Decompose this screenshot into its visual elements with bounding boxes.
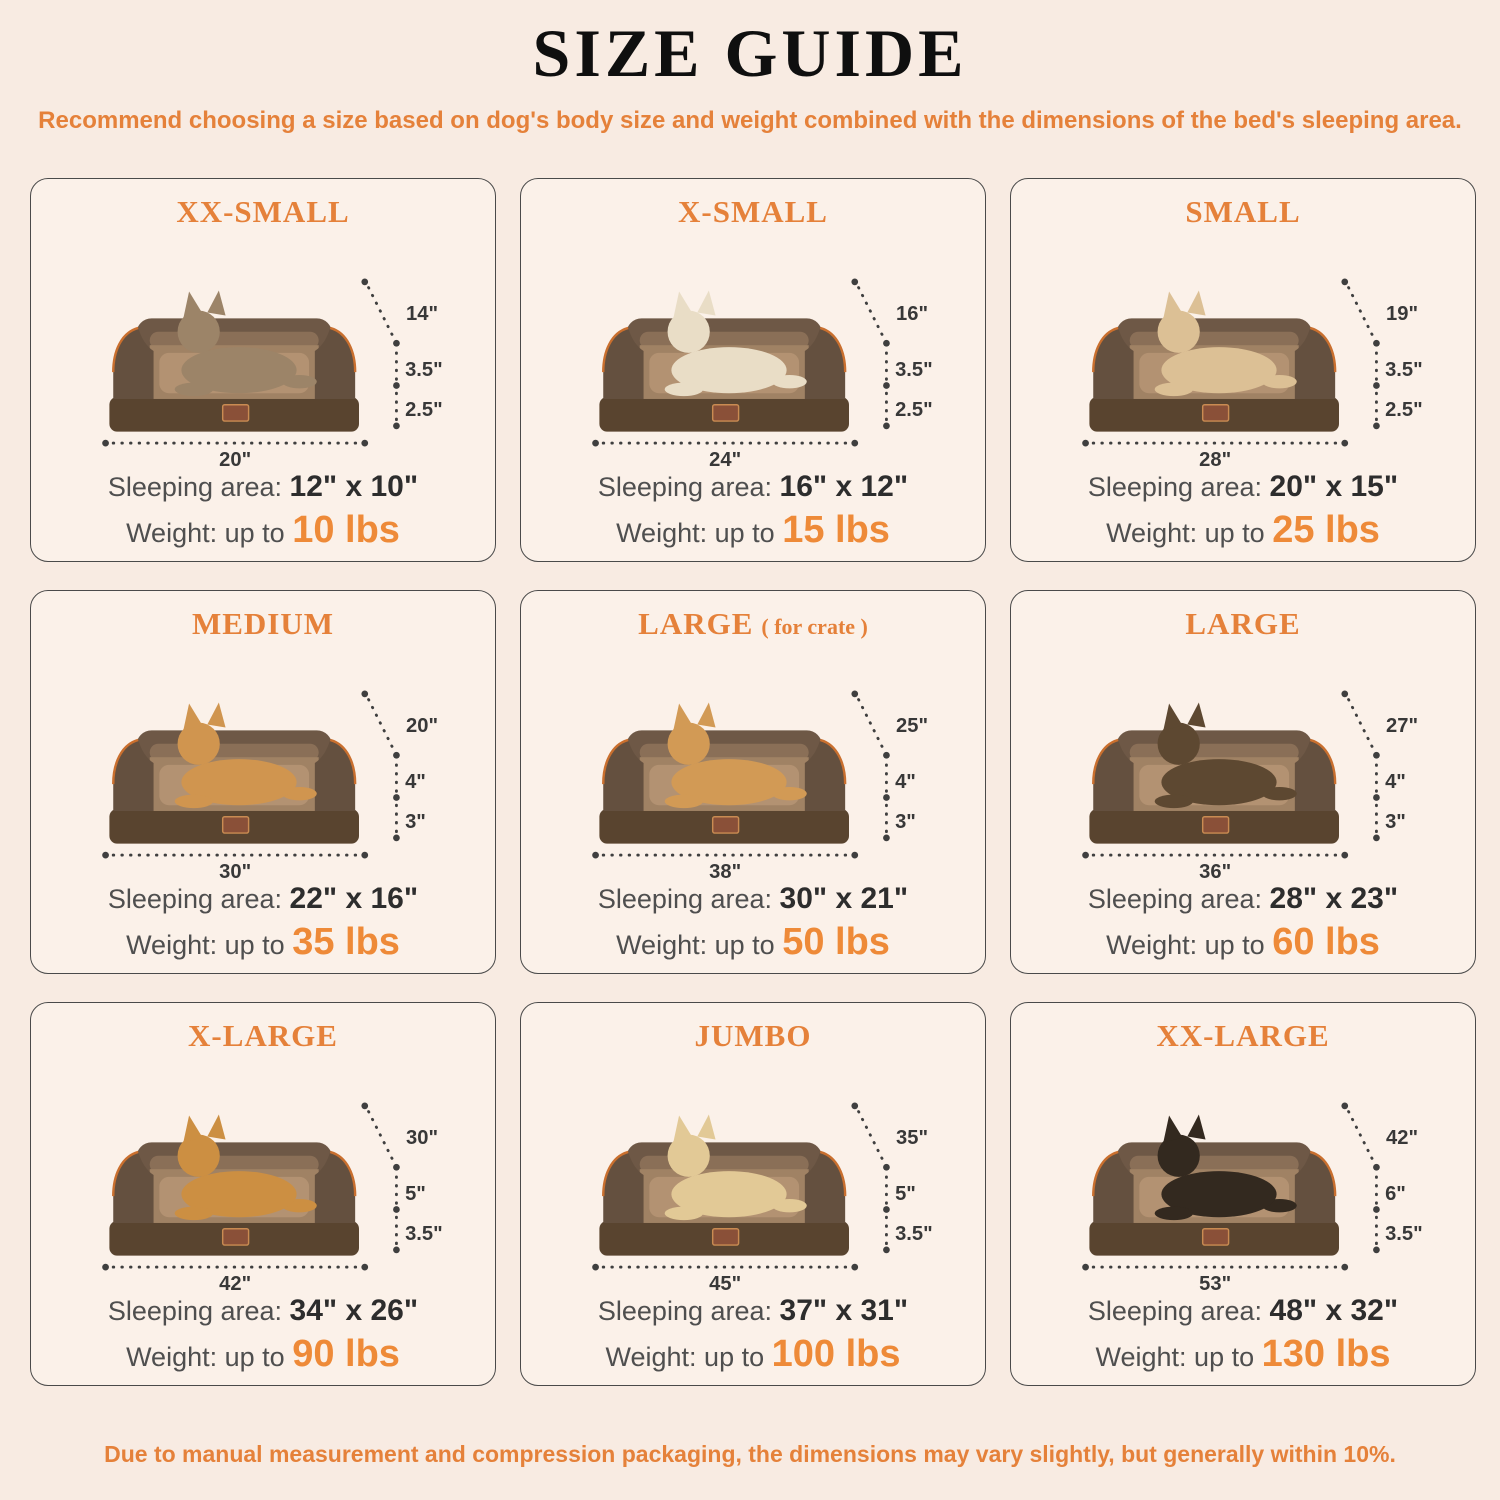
weight-value: 15 lbs	[782, 509, 890, 551]
weight-value: 25 lbs	[1272, 509, 1380, 551]
measure-height-lower	[1373, 805, 1380, 841]
dim-height2-label: 3"	[895, 811, 916, 834]
measure-diagonal-line	[851, 278, 889, 346]
measure-diagonal-line	[361, 690, 399, 758]
measure-height-lower	[883, 805, 890, 841]
measure-height-lower	[883, 1217, 890, 1253]
dim-height2-label: 3.5"	[895, 1223, 933, 1246]
sleeping-area-value: 20" x 15"	[1269, 470, 1399, 503]
dim-height1-label: 3.5"	[1385, 358, 1423, 381]
sleeping-area-value: 37" x 31"	[779, 1294, 909, 1327]
measure-height-upper	[1373, 353, 1380, 389]
card-size-name: SMALL	[1185, 194, 1301, 229]
dim-width-label: 38"	[709, 861, 742, 882]
card-title	[521, 194, 985, 230]
weight-line	[31, 509, 495, 552]
weight-label: Weight:	[126, 930, 218, 960]
weight-label: Weight:	[616, 518, 708, 548]
weight-value: 130 lbs	[1261, 1333, 1391, 1375]
card-size-name: LARGE	[1185, 606, 1301, 641]
dim-diagonal-label: 19"	[1386, 303, 1419, 326]
size-card	[520, 1002, 986, 1386]
dim-height2-label: 3"	[1385, 811, 1406, 834]
dim-width-label: 30"	[219, 861, 252, 882]
weight-up-to: up to	[714, 518, 775, 548]
measure-width-line	[592, 440, 858, 447]
card-size-note: ( for crate )	[761, 614, 868, 639]
dim-height1-label: 4"	[895, 770, 916, 793]
measure-height-lower	[393, 805, 400, 841]
measure-height-lower	[1373, 393, 1380, 429]
measure-height-upper	[883, 1177, 890, 1213]
weight-line	[31, 1333, 495, 1376]
sleeping-area-line	[1011, 882, 1475, 916]
size-card	[1010, 590, 1476, 974]
card-title	[31, 1018, 495, 1054]
measure-diagonal-line	[361, 1102, 399, 1170]
weight-label: Weight:	[1106, 930, 1198, 960]
card-size-name: MEDIUM	[191, 606, 335, 641]
weight-up-to: up to	[224, 1342, 285, 1372]
weight-up-to: up to	[704, 1342, 765, 1372]
weight-up-to: up to	[1194, 1342, 1255, 1372]
weight-line	[521, 1333, 985, 1376]
sleeping-area-value: 12" x 10"	[289, 470, 419, 503]
bed-illustration	[1022, 1054, 1464, 1294]
weight-line	[1011, 921, 1475, 964]
measure-diagonal-line	[851, 1102, 889, 1170]
weight-up-to: up to	[224, 930, 285, 960]
size-card	[1010, 1002, 1476, 1386]
dim-width-label: 53"	[1199, 1273, 1232, 1294]
sleeping-area-line	[31, 1294, 495, 1328]
sleeping-area-value: 34" x 26"	[289, 1294, 419, 1327]
card-size-name: X-LARGE	[188, 1018, 338, 1053]
dim-height1-label: 5"	[405, 1182, 426, 1205]
measure-width-line	[1082, 1264, 1348, 1271]
measure-height-lower	[393, 393, 400, 429]
sleeping-area-label: Sleeping area:	[597, 472, 773, 502]
weight-label: Weight:	[616, 930, 708, 960]
measure-width-line	[1082, 440, 1348, 447]
bed-illustration	[1022, 230, 1464, 470]
measure-width-line	[102, 1264, 368, 1271]
card-size-name: LARGE	[638, 606, 754, 641]
weight-line	[31, 921, 495, 964]
dim-height2-label: 2.5"	[1385, 399, 1423, 422]
sleeping-area-line	[521, 882, 985, 916]
bed-logo-tag	[1203, 817, 1229, 833]
weight-value: 60 lbs	[1272, 921, 1380, 963]
dim-diagonal-label: 42"	[1386, 1127, 1419, 1150]
dim-diagonal-label: 25"	[896, 715, 929, 738]
bed-logo-tag	[223, 405, 249, 421]
bed-logo-tag	[223, 1229, 249, 1245]
dim-diagonal-label: 14"	[406, 303, 439, 326]
size-card	[30, 1002, 496, 1386]
dim-width-label: 45"	[709, 1273, 742, 1294]
weight-line	[521, 509, 985, 552]
dim-height1-label: 5"	[895, 1182, 916, 1205]
bed-illustration	[1022, 642, 1464, 882]
page-subtitle: Recommend choosing a size based on dog's body size and weight combined with the dimensions of the bed's sleeping area.	[38, 107, 1462, 134]
dim-diagonal-label: 30"	[406, 1127, 439, 1150]
sleeping-area-line	[521, 1294, 985, 1328]
bed-logo-tag	[713, 817, 739, 833]
card-title	[1011, 606, 1475, 642]
dim-width-label: 36"	[1199, 861, 1232, 882]
bed-logo-tag	[223, 817, 249, 833]
sleeping-area-line	[1011, 1294, 1475, 1328]
bed-illustration	[532, 230, 974, 470]
weight-up-to: up to	[224, 518, 285, 548]
dim-diagonal-label: 27"	[1386, 715, 1419, 738]
sleeping-area-line	[521, 470, 985, 504]
bed-logo-tag	[713, 405, 739, 421]
dim-width-label: 42"	[219, 1273, 252, 1294]
weight-line	[1011, 509, 1475, 552]
bed-illustration	[532, 1054, 974, 1294]
dim-height1-label: 6"	[1385, 1182, 1406, 1205]
sleeping-area-label: Sleeping area:	[107, 472, 283, 502]
dim-height1-label: 3.5"	[895, 358, 933, 381]
weight-label: Weight:	[605, 1342, 697, 1372]
sleeping-area-value: 30" x 21"	[779, 882, 909, 915]
dim-height1-label: 4"	[1385, 770, 1406, 793]
sleeping-area-value: 28" x 23"	[1269, 882, 1399, 915]
card-size-name: X-SMALL	[678, 194, 828, 229]
sleeping-area-line	[31, 470, 495, 504]
measure-width-line	[592, 1264, 858, 1271]
page-title: SIZE GUIDE	[532, 15, 968, 91]
measure-width-line	[1082, 852, 1348, 859]
sleeping-area-label: Sleeping area:	[1087, 472, 1263, 502]
page-footer: Due to manual measurement and compression packaging, the dimensions may vary slightly, but generally within 10%.	[104, 1441, 1396, 1467]
weight-label: Weight:	[1095, 1342, 1187, 1372]
size-card	[520, 590, 986, 974]
card-title	[1011, 194, 1475, 230]
measure-width-line	[102, 440, 368, 447]
dim-width-label: 24"	[709, 449, 742, 470]
measure-height-upper	[1373, 765, 1380, 801]
bed-logo-tag	[713, 1229, 739, 1245]
size-grid	[30, 178, 1476, 1386]
bed-illustration	[532, 642, 974, 882]
size-card	[30, 590, 496, 974]
measure-diagonal-line	[361, 278, 399, 346]
dim-height2-label: 2.5"	[895, 399, 933, 422]
card-title	[31, 194, 495, 230]
dim-height1-label: 3.5"	[405, 358, 443, 381]
weight-line	[1011, 1333, 1475, 1376]
sleeping-area-line	[1011, 470, 1475, 504]
dim-height2-label: 2.5"	[405, 399, 443, 422]
measure-height-upper	[883, 765, 890, 801]
card-title	[521, 1018, 985, 1054]
measure-height-upper	[393, 765, 400, 801]
weight-value: 50 lbs	[782, 921, 890, 963]
measure-width-line	[102, 852, 368, 859]
dim-height2-label: 3.5"	[405, 1223, 443, 1246]
weight-value: 90 lbs	[292, 1333, 400, 1375]
weight-up-to: up to	[1204, 930, 1265, 960]
size-card	[1010, 178, 1476, 562]
measure-height-lower	[393, 1217, 400, 1253]
measure-height-upper	[1373, 1177, 1380, 1213]
dim-height1-label: 4"	[405, 770, 426, 793]
sleeping-area-label: Sleeping area:	[597, 884, 773, 914]
sleeping-area-value: 48" x 32"	[1269, 1294, 1399, 1327]
measure-diagonal-line	[851, 690, 889, 758]
bed-logo-tag	[1203, 1229, 1229, 1245]
card-size-name: XX-SMALL	[176, 194, 350, 229]
dim-width-label: 20"	[219, 449, 252, 470]
weight-label: Weight:	[1106, 518, 1198, 548]
dim-width-label: 28"	[1199, 449, 1232, 470]
weight-value: 10 lbs	[292, 509, 400, 551]
card-title	[521, 606, 985, 642]
sleeping-area-label: Sleeping area:	[597, 1296, 773, 1326]
weight-line	[521, 921, 985, 964]
bed-logo-tag	[1203, 405, 1229, 421]
weight-label: Weight:	[126, 518, 218, 548]
card-size-name: JUMBO	[694, 1018, 812, 1053]
measure-height-lower	[1373, 1217, 1380, 1253]
measure-diagonal-line	[1341, 278, 1379, 346]
weight-value: 100 lbs	[771, 1333, 901, 1375]
measure-height-upper	[393, 353, 400, 389]
sleeping-area-value: 16" x 12"	[779, 470, 909, 503]
sleeping-area-label: Sleeping area:	[107, 884, 283, 914]
dim-diagonal-label: 16"	[896, 303, 929, 326]
measure-width-line	[592, 852, 858, 859]
sleeping-area-label: Sleeping area:	[1087, 1296, 1263, 1326]
measure-diagonal-line	[1341, 1102, 1379, 1170]
bed-illustration	[42, 642, 484, 882]
card-title	[1011, 1018, 1475, 1054]
dim-diagonal-label: 20"	[406, 715, 439, 738]
weight-up-to: up to	[1204, 518, 1265, 548]
sleeping-area-line	[31, 882, 495, 916]
size-card	[30, 178, 496, 562]
sleeping-area-label: Sleeping area:	[107, 1296, 283, 1326]
dim-height2-label: 3.5"	[1385, 1223, 1423, 1246]
weight-value: 35 lbs	[292, 921, 400, 963]
bed-illustration	[42, 230, 484, 470]
measure-height-upper	[393, 1177, 400, 1213]
bed-illustration	[42, 1054, 484, 1294]
sleeping-area-value: 22" x 16"	[289, 882, 419, 915]
card-title	[31, 606, 495, 642]
measure-height-lower	[883, 393, 890, 429]
card-size-name: XX-LARGE	[1156, 1018, 1330, 1053]
measure-diagonal-line	[1341, 690, 1379, 758]
size-card	[520, 178, 986, 562]
sleeping-area-label: Sleeping area:	[1087, 884, 1263, 914]
dim-diagonal-label: 35"	[896, 1127, 929, 1150]
weight-up-to: up to	[714, 930, 775, 960]
weight-label: Weight:	[126, 1342, 218, 1372]
dim-height2-label: 3"	[405, 811, 426, 834]
measure-height-upper	[883, 353, 890, 389]
